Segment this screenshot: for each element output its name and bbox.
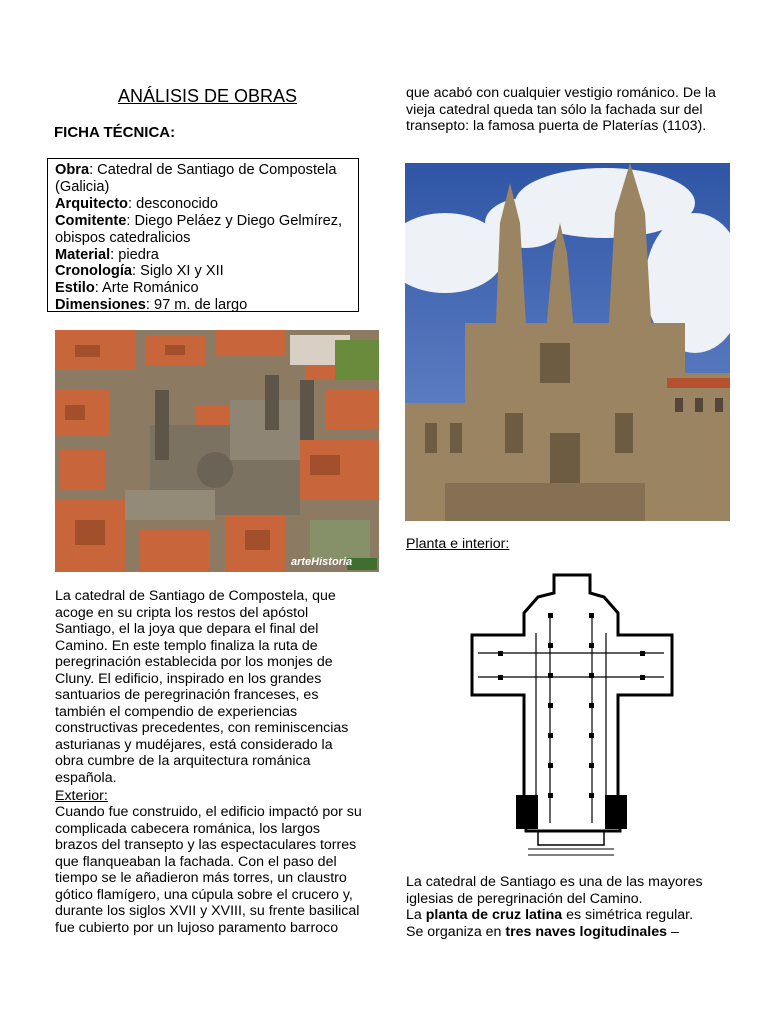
plan-line-2-pre: La <box>406 907 426 923</box>
ficha-row-obra: Obra: Catedral de Santiago de Compostela (Galicia) <box>55 162 337 195</box>
ficha-label: Comitente <box>55 212 127 229</box>
ficha-value: desconocido <box>136 195 219 212</box>
ficha-label: Estilo <box>55 280 95 297</box>
plan-line-3-pre: Se organiza en <box>406 923 506 940</box>
plan-line-3-post: – <box>667 923 679 940</box>
plan-line-3-bold: tres naves logitudinales <box>505 923 668 940</box>
plan-line-1: La catedral de Santiago es una de las mayores iglesias de peregrinación del Camino. <box>406 874 703 907</box>
ficha-label: Arquitecto <box>55 195 128 212</box>
plan-line-2 <box>406 907 716 924</box>
facade-photo-drawing <box>405 163 730 521</box>
plan-line-3 <box>406 924 716 941</box>
exterior-heading-text: Exterior <box>55 788 104 804</box>
planta-heading-text: Planta e interior <box>406 536 506 552</box>
ficha-value: Catedral de Santiago de Compostela (Galicia) <box>55 162 337 195</box>
continued-paragraph: que acabó con cualquier vestigio románico. De la vieja catedral queda tan sólo la fachada sur del transepto: la famosa puerta de Platerías (1103). <box>406 85 716 134</box>
ficha-row-dimensiones: Dimensiones: 97 m. de largo <box>55 297 248 314</box>
ficha-tecnica-heading: FICHA TÉCNICA: <box>54 124 176 141</box>
facade-photo <box>405 163 730 521</box>
plan-line-2-post: es simétrica regular. <box>562 907 694 923</box>
page-title: ANÁLISIS DE OBRAS <box>118 86 298 106</box>
ficha-value: Arte Románico <box>102 280 199 297</box>
ficha-tecnica-box <box>47 158 359 312</box>
intro-paragraph: La catedral de Santiago de Compostela, que acoge en su cripta los restos del apóstol Santiago, el la joya que depara el final del Camino. En este templo finaliza la ruta de peregrinación establecida por los monjes de Cluny. El edificio, inspirado en los grandes santuarios de peregrinación franceses, es también el compendio de experiencias constructivas precedentes, con reminiscencias asturianas y mudéjares, está considerado la obra cumbre de la arquitectura románica española. <box>55 588 349 786</box>
ficha-label: Obra <box>55 162 90 178</box>
ficha-row-comitente: Comitente: Diego Peláez y Diego Gelmírez, obispos catedralicios <box>55 212 343 246</box>
floor-plan-drawing <box>468 573 675 860</box>
ficha-row-arquitecto: Arquitecto: desconocido <box>55 195 219 212</box>
aerial-photo <box>55 330 379 572</box>
plan-description <box>406 874 716 940</box>
ficha-row-estilo: Estilo: Arte Románico <box>55 280 199 297</box>
floor-plan <box>468 573 675 860</box>
ficha-value: piedra <box>118 246 159 263</box>
aerial-photo-drawing <box>55 330 379 572</box>
ficha-value: 97 m. de largo <box>153 297 248 314</box>
exterior-heading: Exterior: <box>55 788 108 804</box>
ficha-label: Cronología <box>55 263 133 280</box>
exterior-paragraph: Cuando fue construido, el edificio impactó por su complicada cabecera románica, los largos brazos del transepto y las espectaculares torres que flanqueaban la fachada. Con el paso del tiempo se le añadieron más torres, un claustro gótico flamígero, una cúpula sobre el crucero y, durante los siglos XVII y XVIII, su frente basilical fue cubierto por un lujoso paramento barroco <box>55 804 362 936</box>
ficha-value: Diego Peláez y Diego Gelmírez, obispos catedralicios <box>55 212 343 246</box>
ficha-value: Siglo XI y XII <box>140 263 224 280</box>
ficha-label: Dimensiones <box>55 297 146 314</box>
ficha-row-material: Material: piedra <box>55 246 159 263</box>
ficha-row-cronologia: Cronología: Siglo XI y XII <box>55 263 224 280</box>
photo-watermark: arteHistoria <box>291 556 353 568</box>
plan-line-2-bold: planta de cruz latina <box>425 907 563 923</box>
planta-heading: Planta e interior: <box>406 536 510 552</box>
ficha-label: Material <box>55 246 111 263</box>
